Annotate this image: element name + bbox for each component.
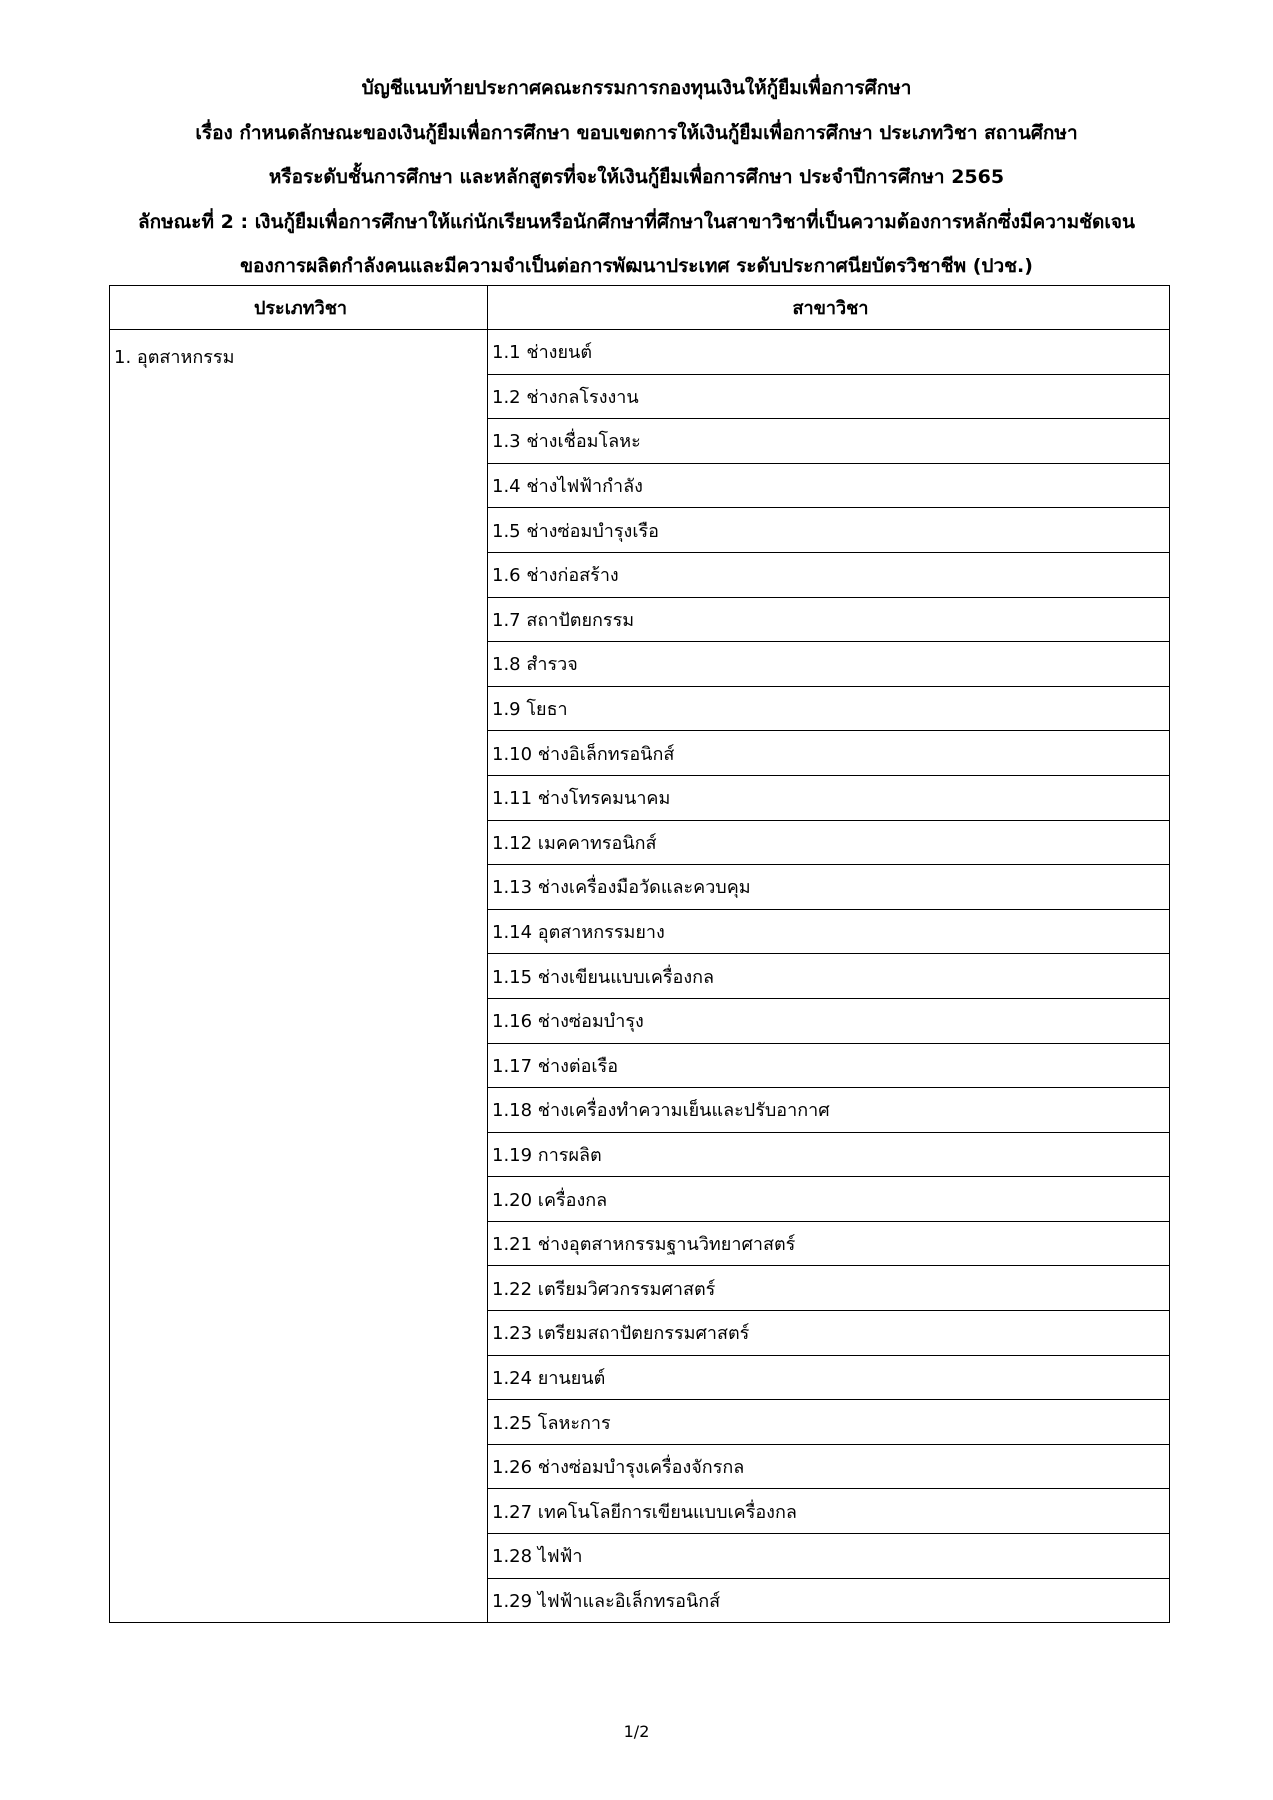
branch-cell: 1.26 ช่างซ่อมบำรุงเครื่องจักรกล	[488, 1444, 1170, 1489]
branch-cell: 1.4 ช่างไฟฟ้ากำลัง	[488, 463, 1170, 508]
branch-cell: 1.5 ช่างซ่อมบำรุงเรือ	[488, 508, 1170, 553]
branch-cell: 1.10 ช่างอิเล็กทรอนิกส์	[488, 731, 1170, 776]
branch-cell: 1.23 เตรียมสถาปัตยกรรมศาสตร์	[488, 1311, 1170, 1356]
branch-cell: 1.6 ช่างก่อสร้าง	[488, 552, 1170, 597]
branch-cell: 1.25 โลหะการ	[488, 1400, 1170, 1445]
table-header-row	[110, 286, 1170, 330]
branch-cell: 1.16 ช่างซ่อมบำรุง	[488, 998, 1170, 1043]
table-row	[110, 330, 1170, 375]
branch-cell: 1.18 ช่างเครื่องทำความเย็นและปรับอากาศ	[488, 1088, 1170, 1133]
branch-cell: 1.24 ยานยนต์	[488, 1355, 1170, 1400]
branch-cell: 1.17 ช่างต่อเรือ	[488, 1043, 1170, 1088]
document-header	[0, 66, 1273, 289]
subjects-table	[109, 285, 1170, 1623]
branch-cell: 1.2 ช่างกลโรงงาน	[488, 374, 1170, 419]
branch-cell: 1.9 โยธา	[488, 686, 1170, 731]
branch-cell: 1.28 ไฟฟ้า	[488, 1534, 1170, 1579]
header-line-4: ลักษณะที่ 2 : เงินกู้ยืมเพื่อการศึกษาให้แก่นักเรียนหรือนักศึกษาที่ศึกษาในสาขาวิชาที่เป็นความต้องการหลักซึ่งมีความชัดเจน	[138, 210, 1135, 233]
header-type: ประเภทวิชา	[110, 286, 488, 330]
branch-cell: 1.29 ไฟฟ้าและอิเล็กทรอนิกส์	[488, 1578, 1170, 1623]
branch-cell: 1.13 ช่างเครื่องมือวัดและควบคุม	[488, 865, 1170, 910]
branch-cell: 1.7 สถาปัตยกรรม	[488, 597, 1170, 642]
branch-cell: 1.15 ช่างเขียนแบบเครื่องกล	[488, 954, 1170, 999]
branch-cell: 1.14 อุตสาหกรรมยาง	[488, 909, 1170, 954]
branch-cell: 1.3 ช่างเชื่อมโลหะ	[488, 419, 1170, 464]
branch-cell: 1.19 การผลิต	[488, 1132, 1170, 1177]
branch-cell: 1.27 เทคโนโลยีการเขียนแบบเครื่องกล	[488, 1489, 1170, 1534]
header-line-3: หรือระดับชั้นการศึกษา และหลักสูตรที่จะให้เงินกู้ยืมเพื่อการศึกษา ประจำปีการศึกษา 2565	[268, 166, 1005, 188]
header-line-1: บัญชีแนบท้ายประกาศคณะกรรมการกองทุนเงินให้กู้ยืมเพื่อการศึกษา	[361, 77, 912, 99]
branch-cell: 1.11 ช่างโทรคมนาคม	[488, 775, 1170, 820]
header-branch: สาขาวิชา	[488, 286, 1170, 330]
header-line-5: ของการผลิตกำลังคนและมีความจำเป็นต่อการพัฒนาประเทศ ระดับประกาศนียบัตรวิชาชีพ (ปวช.)	[240, 255, 1033, 277]
page-number: 1/2	[623, 1722, 650, 1741]
type-cell: 1. อุตสาหกรรม	[110, 330, 488, 1623]
branch-cell: 1.22 เตรียมวิศวกรรมศาสตร์	[488, 1266, 1170, 1311]
branch-cell: 1.12 เมคคาทรอนิกส์	[488, 820, 1170, 865]
branch-cell: 1.1 ช่างยนต์	[488, 330, 1170, 375]
branch-cell: 1.20 เครื่องกล	[488, 1177, 1170, 1222]
branch-cell: 1.8 สำรวจ	[488, 642, 1170, 687]
branch-cell: 1.21 ช่างอุตสาหกรรมฐานวิทยาศาสตร์	[488, 1221, 1170, 1266]
table-body	[110, 330, 1170, 1623]
header-line-2: เรื่อง กำหนดลักษณะของเงินกู้ยืมเพื่อการศึกษา ขอบเขตการให้เงินกู้ยืมเพื่อการศึกษา ประเภทวิชา สถานศึกษา	[195, 121, 1078, 144]
